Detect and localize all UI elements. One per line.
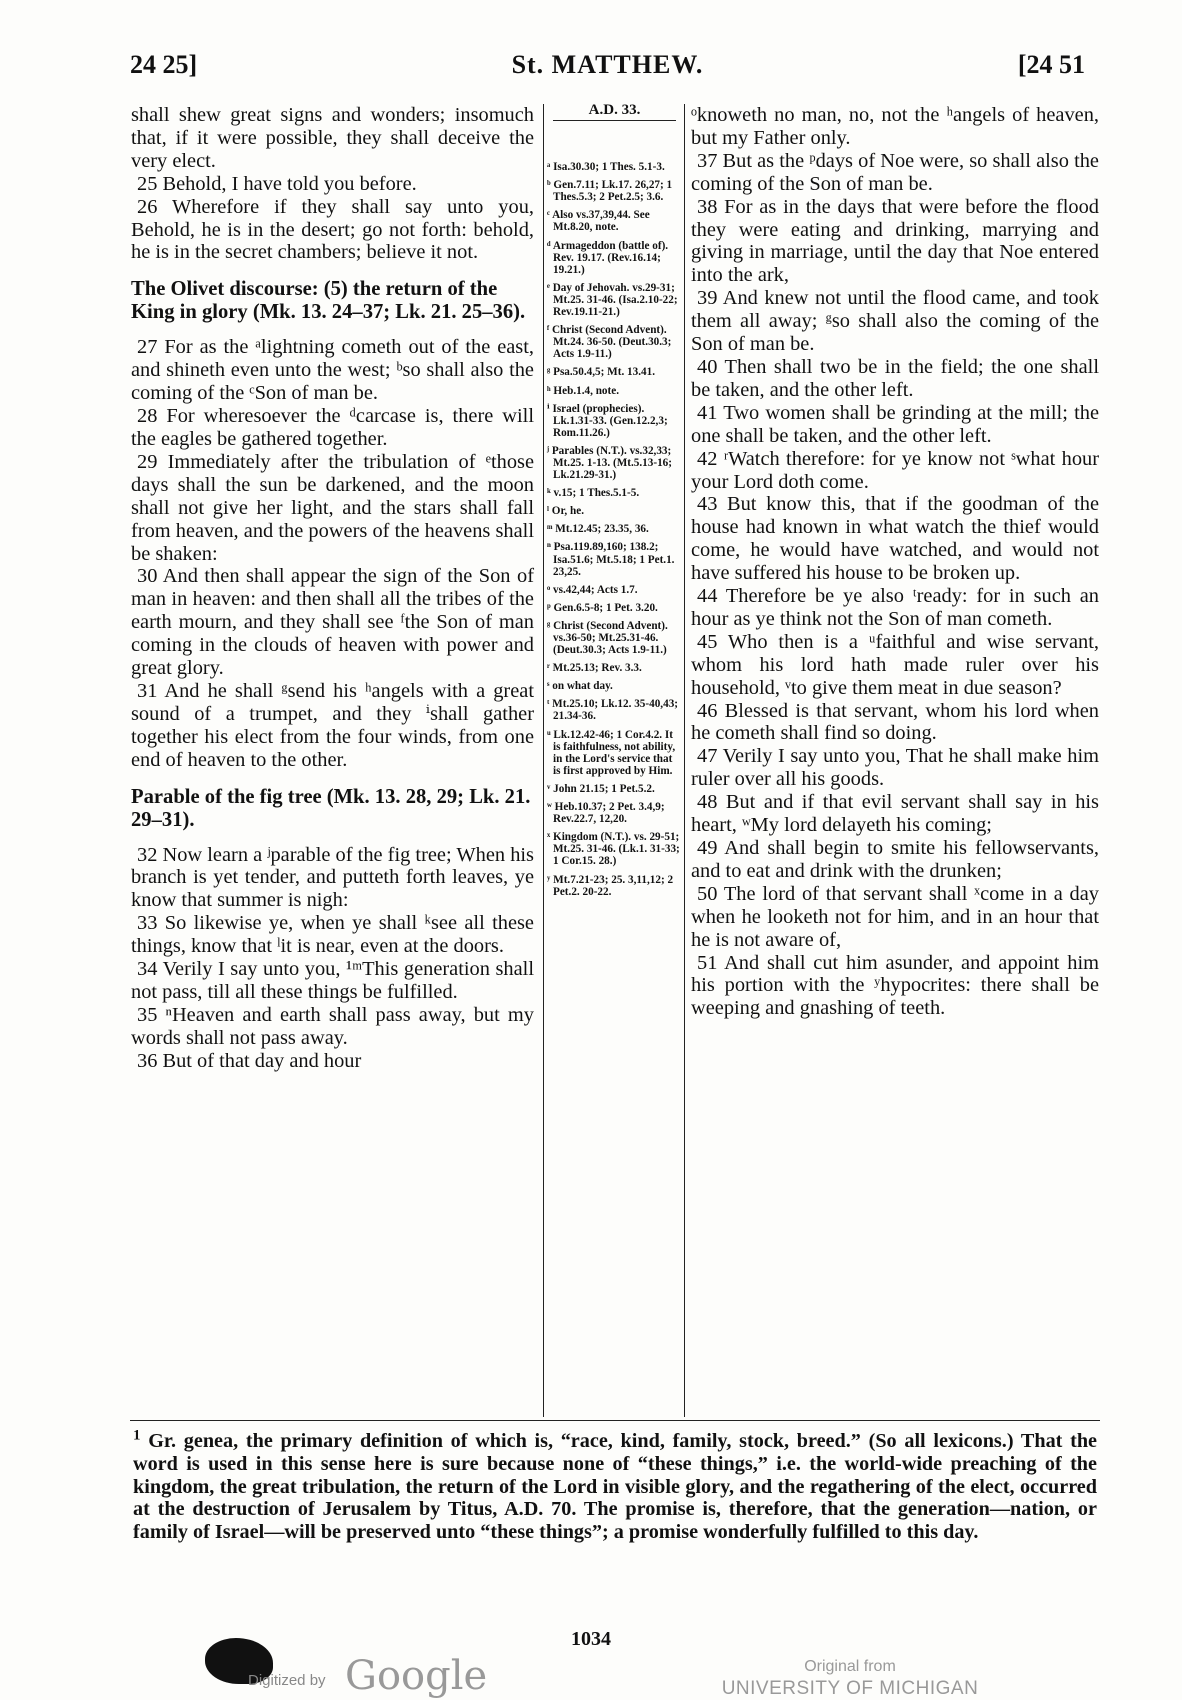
verse-26: 26 Wherefore if they shall say unto you, Behold, he is in the desert; go not forth: behold, he is in the secret chambers; believe it not.: [131, 195, 534, 264]
cross-reference: ᵉ Day of Jehovah. vs.29-31; Mt.25. 31-46. (Isa.2.10-22; Rev.19.11-21.): [547, 281, 678, 319]
cross-reference: ᵒ vs.42,44; Acts 1.7.: [547, 583, 638, 596]
verse-46: 46 Blessed is that servant, whom his lord when he cometh shall find so doing.: [691, 699, 1099, 745]
verse-31: 31 And he shall ᵍsend his ʰangels with a great sound of a trumpet, and they ⁱshall gather together his elect from the four winds, from one end of heaven to the other.: [131, 679, 534, 771]
verse-33: 33 So likewise ye, when ye shall ᵏsee all these things, know that ˡit is near, even at the doors.: [131, 912, 534, 958]
cross-reference: ᵍ Christ (Second Advent). vs.36-50; Mt.25.31-46. (Deut.30.3; Acts 1.9-11.): [547, 619, 668, 657]
verse-50: 50 The lord of that servant shall ˣcome in a day when he looketh not for him, and in an hour that he is not aware of,: [691, 882, 1099, 951]
verse-48: 48 But and if that evil servant shall say in his heart, ʷMy lord delayeth his coming;: [691, 791, 1099, 837]
header-right-ref: [24 51: [1017, 50, 1085, 79]
page-number: 1034: [571, 1628, 611, 1650]
cross-reference: ⁿ Psa.119.89,160; 138.2; Isa.51.6; Mt.5.18; 1 Pet.1. 23,25.: [547, 541, 675, 578]
cross-reference: ᵖ Gen.6.5-8; 1 Pet. 3.20.: [547, 601, 658, 614]
running-header: [130, 50, 1085, 90]
cross-reference: ᵘ Lk.12.42-46; 1 Cor.4.2. It is faithfulness, not ability, in the Lord's service that is first approved by Him.: [547, 728, 676, 777]
cross-reference: ʳ Mt.25.13; Rev. 3.3.: [547, 662, 642, 675]
verse-continuation-36: ᵒknoweth no man, no, not the ʰangels of heaven, but my Father only.: [691, 104, 1099, 149]
cross-reference: ᵃ Isa.30.30; 1 Thes. 5.1-3.: [547, 161, 665, 174]
cross-reference-column: [547, 104, 682, 904]
cross-reference: ʷ Heb.10.37; 2 Pet. 3.4,9; Rev.22.7, 12,20.: [547, 801, 665, 826]
section-heading-fig-tree: Parable of the fig tree (Mk. 13. 28, 29; Lk. 21. 29–31).: [131, 785, 531, 831]
verse-39: 39 And knew not until the flood came, and took them all away; ᵍso shall also the coming of the Son of man be.: [691, 287, 1099, 356]
verse-38: 38 For as in the days that were before the flood they were eating and drinking, marrying and giving in marriage, until the day that Noe entered into the ark,: [691, 195, 1099, 287]
verse-37: 37 But as the ᵖdays of Noe were, so shall also the coming of the Son of man be.: [691, 149, 1099, 195]
footnote-text: Gr. genea, the primary definition of which is, “race, kind, family, stock, breed.” (So all lexicons.) That the word is used in this sense here is sure because none of “these things,” i.e. the world-wide preaching of the kingdom, the great tribulation, the return of the Lord in visible glory, and the regathering of the elect, occurred at the destruction of Jerusalem by Titus, A.D. 70. The promise is, therefore, that the generation—nation, or family of Israel—will be preserved unto “these things”; a promise wonderfully fulfilled to this day.: [133, 1430, 1098, 1544]
cross-reference: ᵍ Psa.50.4,5; Mt. 13.41.: [547, 366, 656, 379]
cross-reference: ˡ Or, he.: [547, 505, 584, 518]
source-credit: [720, 1656, 980, 1700]
column-divider-left: [543, 104, 544, 1417]
source-line-2: UNIVERSITY OF MICHIGAN: [721, 1678, 979, 1699]
reference-list: [547, 161, 682, 898]
verse-51: 51 And shall cut him asunder, and appoint him his portion with the ʸhypocrites: there shall be weeping and gnashing of teeth.: [691, 951, 1099, 1020]
cross-reference: ᵗ Mt.25.10; Lk.12. 35-40,43; 21.34-36.: [547, 698, 679, 723]
verse-34: 34 Verily I say unto you, ¹ᵐThis generation shall not pass, till all these things be fulfilled.: [131, 958, 534, 1003]
verse-49: 49 And shall begin to smite his fellowservants, and to eat and drink with the drunken;: [691, 837, 1099, 882]
cross-reference: ⁱ Israel (prophecies). Lk.1.31-33. (Gen.12.2,3; Rom.11.26.): [547, 402, 668, 439]
verse-28: 28 For wheresoever the ᵈcarcase is, there will the eagles be gathered together.: [131, 405, 534, 450]
cross-reference: ʰ Heb.1.4, note.: [547, 384, 620, 397]
verse-40: 40 Then shall two be in the field; the one shall be taken, and the other left.: [691, 355, 1099, 401]
verse-32: 32 Now learn a ʲparable of the fig tree; When his branch is yet tender, and putteth forth leaves, ye know that summer is nigh:: [131, 843, 534, 912]
verse-45: 45 Who then is a ᵘfaithful and wise servant, whom his lord hath made ruler over his household, ᵛto give them meat in due season?: [691, 630, 1099, 699]
header-title: St. MATTHEW.: [511, 50, 704, 79]
verse-25: 25 Behold, I have told you before.: [137, 172, 417, 195]
verse-29: 29 Immediately after the tribulation of ᵉthose days shall the sun be darkened, and the moon shall not give her light, and the stars shall fall from heaven, and the powers of the heavens shall be shaken:: [131, 450, 534, 565]
cross-reference: ˣ Kingdom (N.T.). vs. 29-51; Mt.25. 31-46. (Lk.1. 31-33; 1 Cor.15. 28.): [547, 831, 680, 868]
cross-reference: ᵐ Mt.12.45; 23.35, 36.: [547, 523, 649, 536]
verse-47: 47 Verily I say unto you, That he shall make him ruler over all his goods.: [691, 745, 1099, 791]
source-line-1: Original from: [804, 1658, 896, 1675]
verse-continuation: shall shew great signs and wonders; insomuch that, if it were possible, they shall deceive the very elect.: [131, 104, 534, 172]
verse-35: 35 ⁿHeaven and earth shall pass away, but my words shall not pass away.: [131, 1003, 534, 1049]
column-divider-right: [684, 104, 685, 1417]
cross-reference: ʸ Mt.7.21-23; 25. 3,11,12; 2 Pet.2. 20-22.: [547, 873, 674, 898]
left-text-column: [131, 104, 534, 1073]
verse-27: 27 For as the ᵃlightning cometh out of the east, and shineth even unto the west; ᵇso shall also the coming of the ᶜSon of man be.: [131, 336, 534, 405]
verse-36: 36 But of that day and hour: [137, 1049, 362, 1072]
footnote-number: 1: [133, 1427, 141, 1444]
google-logo: Google: [345, 1653, 488, 1699]
right-text-column: [691, 104, 1099, 1020]
cross-reference: ᵏ v.15; 1 Thes.5.1-5.: [547, 487, 640, 500]
cross-reference: ᵇ Gen.7.11; Lk.17. 26,27; 1 Thes.5.3; 2 Pet.2.5; 3.6.: [547, 179, 673, 204]
cross-reference: ˢ on what day.: [547, 680, 613, 693]
verse-43: 43 But know this, that if the goodman of the house had known in what watch the thief would come, he would have watched, and would not have suffered his house to be broken up.: [691, 493, 1099, 585]
cross-reference: ᵈ Armageddon (battle of). Rev. 19.17. (Rev.16.14; 19.21.): [547, 239, 669, 276]
era-label: A.D. 33.: [553, 104, 676, 121]
footnote: [133, 1427, 1098, 1544]
cross-reference: ᵛ John 21.15; 1 Pet.5.2.: [547, 782, 655, 795]
cross-reference: ᶜ Also vs.37,39,44. See Mt.8.20, note.: [547, 209, 650, 234]
verse-42: 42 ʳWatch therefore: for ye know not ˢwhat hour your Lord doth come.: [691, 447, 1099, 493]
verse-30: 30 And then shall appear the sign of the Son of man in heaven: and then shall all the tribes of the earth mourn, and they shall see ᶠthe Son of man coming in the clouds of heaven with power and great glory.: [131, 565, 534, 680]
section-heading-olivet: The Olivet discourse: (5) the return of the King in glory (Mk. 13. 24–37; Lk. 21. 25–36).: [131, 278, 526, 324]
header-left-ref: 24 25]: [130, 50, 198, 79]
footnote-rule: [130, 1420, 1100, 1421]
digitized-by-label: Digitized by: [248, 1672, 326, 1689]
verse-44: 44 Therefore be ye also ᵗready: for in such an hour as ye think not the Son of man cometh.: [691, 585, 1099, 630]
cross-reference: ʲ Parables (N.T.). vs.32,33; Mt.25. 1-13. (Mt.5.13-16; Lk.21.29-31.): [547, 444, 672, 482]
verse-41: 41 Two women shall be grinding at the mill; the one shall be taken, and the other left.: [691, 401, 1099, 447]
cross-reference: ᶠ Christ (Second Advent). Mt.24. 36-50. (Deut.30.3; Acts 1.9-11.): [547, 324, 672, 361]
